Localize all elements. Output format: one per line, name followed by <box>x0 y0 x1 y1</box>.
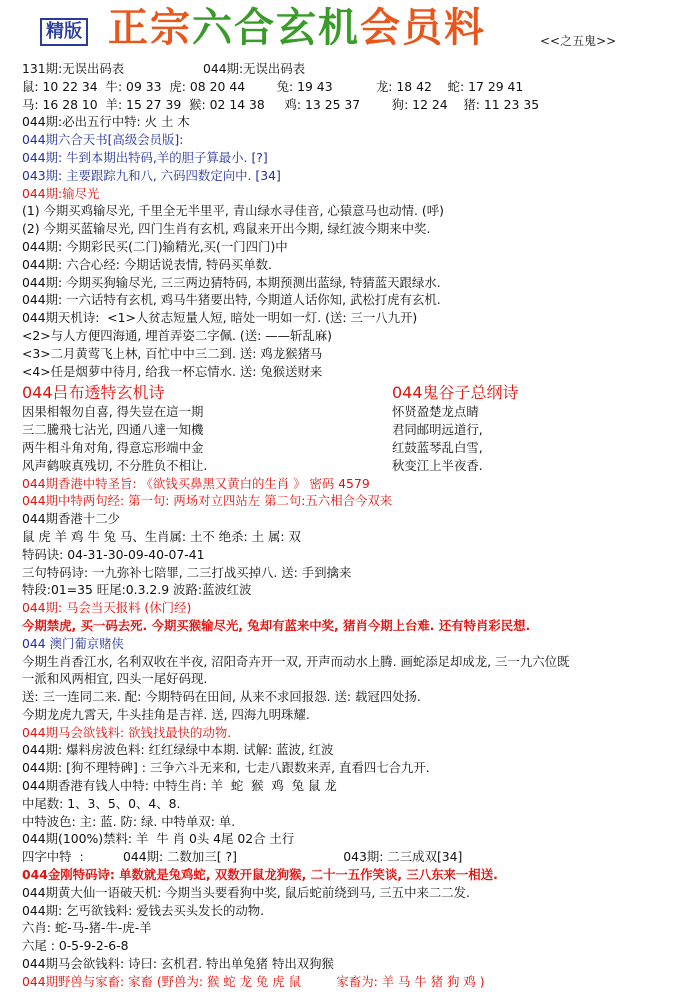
text-line: 043期: 主要跟踪九和八, 六码四数定向中. [34] <box>22 167 281 183</box>
text-line: 044期马会欲钱料: 诗曰: 玄机君. 特出单兔猪 特出双狗猴 <box>22 956 334 972</box>
poem-right: 君同邮明远道行, <box>392 422 483 438</box>
text-line: 马: 16 28 10 羊: 15 27 39 猴: 02 14 38 鸡: 13 25 37 狗: 12 24 猪: 11 23 35 <box>22 96 540 112</box>
poem-row <box>22 439 682 457</box>
split-heading-right: 044鬼谷子总纲诗 <box>392 383 519 403</box>
text-line: 中尾数: 1、3、5、0、4、8. <box>22 795 181 811</box>
poem-right: 怀贤盈楚龙点睛 <box>392 404 479 420</box>
poem-row <box>22 457 682 475</box>
text-line: 044期香港有钱人中特: 中特生肖: 羊 蛇 猴 鸡 兔 鼠 龙 <box>22 778 337 794</box>
text-line: 044期黄大仙一语破天机: 今期当头要看狗中奖, 鼠后蛇前绕到马, 三五中来二二发. <box>22 884 470 900</box>
text-line: 044期:必出五行中特: 火 土 木 <box>22 114 190 130</box>
text-line: 044期六合天书[高级会员版]: <box>22 132 184 148</box>
text-line: 三句特码诗: 一九弥补七陪罪, 二三打战买掉八. 送: 手到擒来 <box>22 564 352 580</box>
poem-row <box>22 403 682 421</box>
text-line: <3>二月黄莺飞上林, 百忙中中三二到. 送: 鸡龙猴猪马 <box>22 345 323 361</box>
poem-row <box>22 421 682 439</box>
content-body <box>22 60 682 991</box>
text-line: 中特波色: 主: 蓝. 防: 绿. 中特单双: 单. <box>22 813 236 829</box>
text-line: 四字中特 : 044期: 二数加三[ ?] 043期: 二三成双[34] <box>22 849 463 865</box>
poem-left: 三二騰飛七沾光, 四通八達一知機 <box>22 422 204 438</box>
text-line: 044期: 乞丐欲钱料: 爱钱去买头发长的动物. <box>22 902 265 918</box>
text-line: 特段:01=35 旺尾:0.3.2.9 波路:蓝波红波 <box>22 582 252 598</box>
block-bottom <box>22 475 682 991</box>
poem-left: 风声鹤唳真残切, 不分胜负不相让. <box>22 457 208 473</box>
text-line: 044期:输尽光 <box>22 185 100 201</box>
text-line: 鼠 虎 羊 鸡 牛 兔 马、生肖属: 土不 绝杀: 土 属: 双 <box>22 528 301 544</box>
block-top <box>22 60 682 380</box>
header <box>0 0 690 60</box>
text-line: 044金刚特码诗: 单数就是兔鸡蛇, 双数开鼠龙狗猴, 二十一五作笑谈, 三八东来一相送. <box>22 867 498 883</box>
text-line: 044期: [狗不理特碑] : 三争六斗无来和, 七走八跟数来弄, 直看四七合九开. <box>22 760 430 776</box>
text-line: 送: 三一连同二来. 配: 今期特码在田间, 从来不求回报怨. 送: 载冠四处扬. <box>22 689 421 705</box>
page-title <box>108 2 486 54</box>
text-line: 鼠: 10 22 34 牛: 09 33 虎: 08 20 44 兔: 19 43 龙: 18 42 蛇: 17 29 41 <box>22 78 524 94</box>
title-part-4: 会员料 <box>360 5 486 51</box>
text-line: (1) 今期买鸡输尽光, 千里全无半里平, 青山绿水寻佳音, 心猿意马也动情. (呼) <box>22 203 444 219</box>
edition-badge: 精版 <box>40 18 88 46</box>
split-heading <box>22 380 682 403</box>
text-line: 044期香港中特圣旨: 《欲钱买鼻黑又黄白的生肖 》 密码 4579 <box>22 475 370 491</box>
text-line: <2>与人方便四海通, 埋首弄姿二字佩. (送: ——斩乱麻) <box>22 327 332 343</box>
text-line: 044期中特两句经: 第一句: 两场对立四站左 第二句:五六相合今双来 <box>22 493 393 509</box>
poem-left: 两牛相斗角对角, 得意忘形端中金 <box>22 439 204 455</box>
text-line: 044期野兽与家畜: 家畜 (野兽为: 猴 蛇 龙 兔 虎 鼠 家畜为: 羊 马 牛 猪 狗 鸡 ) <box>22 973 485 989</box>
poem-right: 秋变江上半夜香. <box>392 457 483 473</box>
text-line: (2) 今期买蓝输尽光, 四门生肖有玄机, 鸡鼠来开出今期, 绿红波今期来中奖. <box>22 221 431 237</box>
text-line: 特码诀: 04-31-30-09-40-07-41 <box>22 546 205 562</box>
text-line: 今期生肖香江水, 名利双收在半夜, 沼阳奇卉开一双, 开声而动水上腾. 画蛇添足却成龙, 三一九六位既 <box>22 653 570 669</box>
text-line: 044 澳门葡京赌侠 <box>22 635 124 651</box>
text-line: 044期: 牛到本期出特码,羊的胆子算最小. [?] <box>22 149 268 165</box>
text-line: 131期:无误出码表 044期:无误出码表 <box>22 61 306 76</box>
text-line: <4>任是烟萝中待月, 给我一杯忘情水. 送: 兔猴送财来 <box>22 363 323 379</box>
text-line: 今期禁虎, 买一码去死. 今期买猴输尽光, 兔却有蓝来中奖, 猪肖今期上台难. 还有特肖彩民想. <box>22 617 531 633</box>
text-line: 044期: 今期买狗输尽光, 三三两边猜特码, 本期预测出蓝绿, 特猜蓝天跟绿水. <box>22 274 441 290</box>
split-heading-left: 044吕布透特玄机诗 <box>22 383 165 403</box>
text-line: 044期: 马会当天报料 (休门经) <box>22 600 192 616</box>
text-line: 六尾 : 0-5-9-2-6-8 <box>22 938 129 954</box>
block-split <box>22 403 682 474</box>
title-part-3: 玄机 <box>276 5 360 51</box>
text-line: 一派和风两相宜, 四头一尾好码现. <box>22 671 208 687</box>
text-line: 今期龙虎九霄天, 牛头挂角是吉祥. 送, 四海九明珠耀. <box>22 706 310 722</box>
text-line: 044期: 六合心经: 今期话说表情, 特码买单数. <box>22 256 272 272</box>
poem-left: 因果相報勿自喜, 得失豈在這一期 <box>22 404 204 420</box>
text-line: 044期(100%)禁料: 羊 牛 肖 0头 4尾 02合 土行 <box>22 831 295 847</box>
text-line: 044期: 今期彩民买(二门)输精光,买(一门四门)中 <box>22 238 288 254</box>
text-line: 044期香港十二少 <box>22 511 120 527</box>
text-line: 044期: 爆料房波色料: 红红绿绿中本期. 试解: 蓝波, 红波 <box>22 742 334 758</box>
text-line: 六肖: 蛇-马-猪-牛-虎-羊 <box>22 920 152 936</box>
poem-right: 红鼓蓝琴乱白雪, <box>392 439 483 455</box>
text-line: 044期马会欲钱料: 欲钱找最快的动物. <box>22 724 232 740</box>
text-line: 044期天机诗: <1>人贫志短量人短, 暗处一明如一灯. (送: 三一八九开) <box>22 310 418 326</box>
title-part-1: 正宗 <box>108 5 192 51</box>
text-line: 044期: 一六话特有玄机, 鸡马牛猪要出特, 今期道人话你知, 武松打虎有玄机. <box>22 292 441 308</box>
author-tag: <<之五鬼>> <box>540 34 617 48</box>
title-part-2: 六合 <box>192 5 276 51</box>
